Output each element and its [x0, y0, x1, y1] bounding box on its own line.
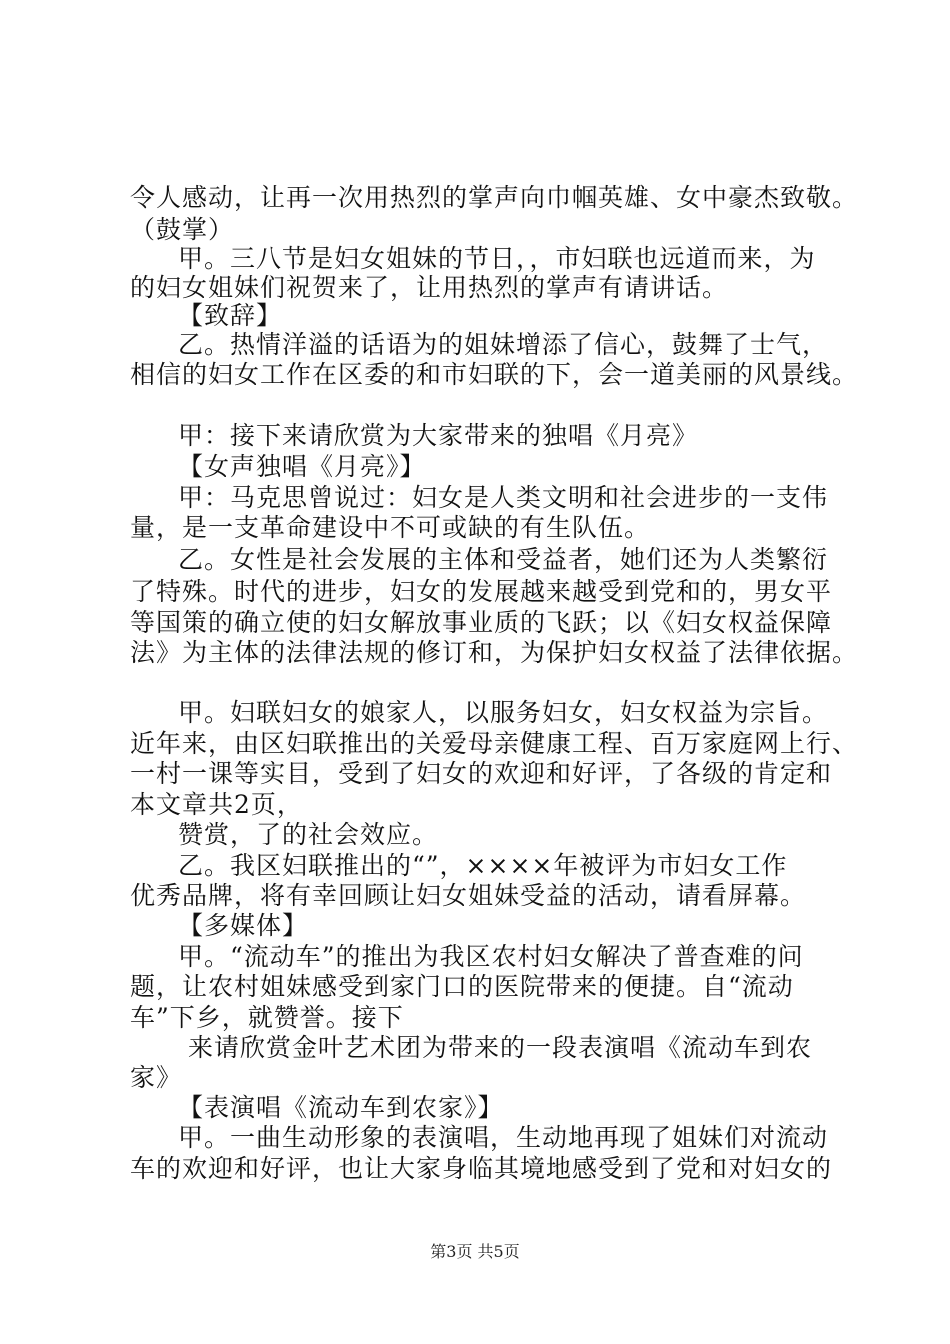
- text-line: 一村一课等实目，受到了妇女的欢迎和好评，了各级的肯定和: [130, 759, 833, 788]
- text-line: 相信的妇女工作在区委的和市妇联的下，会一道美丽的风景线。: [130, 360, 859, 389]
- text-line: 赞赏，了的社会效应。: [178, 820, 439, 849]
- text-line: 本文章共2页，: [130, 790, 303, 819]
- text-line: 【多媒体】: [178, 911, 309, 940]
- text-line: 甲。三八节是妇女姐妹的节日，，市妇联也远道而来，为: [178, 244, 816, 273]
- text-line: 优秀品牌，将有幸回顾让妇女姐妹受益的活动，请看屏幕。: [130, 881, 807, 910]
- text-line: 甲。一曲生动形象的表演唱，生动地再现了姐妹们对流动: [178, 1123, 829, 1152]
- text-line: （鼓掌）: [130, 215, 235, 244]
- text-line: 车的欢迎和好评，也让大家身临其境地感受到了党和对妇女的: [130, 1154, 833, 1183]
- text-line: 量，是一支革命建设中不可或缺的有生队伍。: [130, 513, 651, 542]
- text-line: 乙。热情洋溢的话语为的姐妹增添了信心，鼓舞了士气，: [178, 330, 829, 359]
- text-line: 甲：马克思曾说过：妇女是人类文明和社会进步的一支伟: [178, 483, 829, 512]
- text-line: 甲。妇联妇女的娘家人，以服务妇女，妇女权益为宗旨。: [178, 698, 829, 727]
- text-line: 题，让农村姐妹感受到家门口的医院带来的便捷。自“流动: [130, 972, 794, 1001]
- text-line: 【致辞】: [178, 301, 283, 330]
- text-line: 的妇女姐妹们祝贺来了，让用热烈的掌声有请讲话。: [130, 273, 729, 302]
- text-line: 法》为主体的法律法规的修订和，为保护妇女权益了法律依据。: [130, 638, 859, 667]
- text-line: 【表演唱《流动车到农家》】: [178, 1093, 504, 1122]
- text-line: 了特殊。时代的进步，妇女的发展越来越受到党和的，男女平: [130, 577, 833, 606]
- text-line: 近年来，由区妇联推出的关爱母亲健康工程、百万家庭网上行、: [130, 729, 859, 758]
- text-line: 乙。我区妇联推出的“”，××××年被评为市妇女工作: [178, 851, 788, 880]
- text-line: 甲：接下来请欣赏为大家带来的独唱《月亮》: [178, 421, 699, 450]
- text-line: 家》: [130, 1063, 183, 1092]
- text-line: 车”下乡，就赞誉。接下: [130, 1003, 404, 1032]
- text-line: 【女声独唱《月亮》】: [178, 452, 426, 481]
- text-line: 令人感动，让再一次用热烈的掌声向巾帼英雄、女中豪杰致敬。: [130, 183, 859, 212]
- text-line: 等国策的确立使的妇女解放事业质的飞跃；以《妇女权益保障: [130, 608, 833, 637]
- text-line: 乙。女性是社会发展的主体和受益者，她们还为人类繁衍: [178, 545, 829, 574]
- text-line: 来请欣赏金叶艺术团为带来的一段表演唱《流动车到农: [188, 1033, 813, 1062]
- page-number-footer: 第3页 共5页: [430, 1242, 520, 1261]
- text-line: 甲。“流动车”的推出为我区农村妇女解决了普查难的问: [178, 942, 804, 971]
